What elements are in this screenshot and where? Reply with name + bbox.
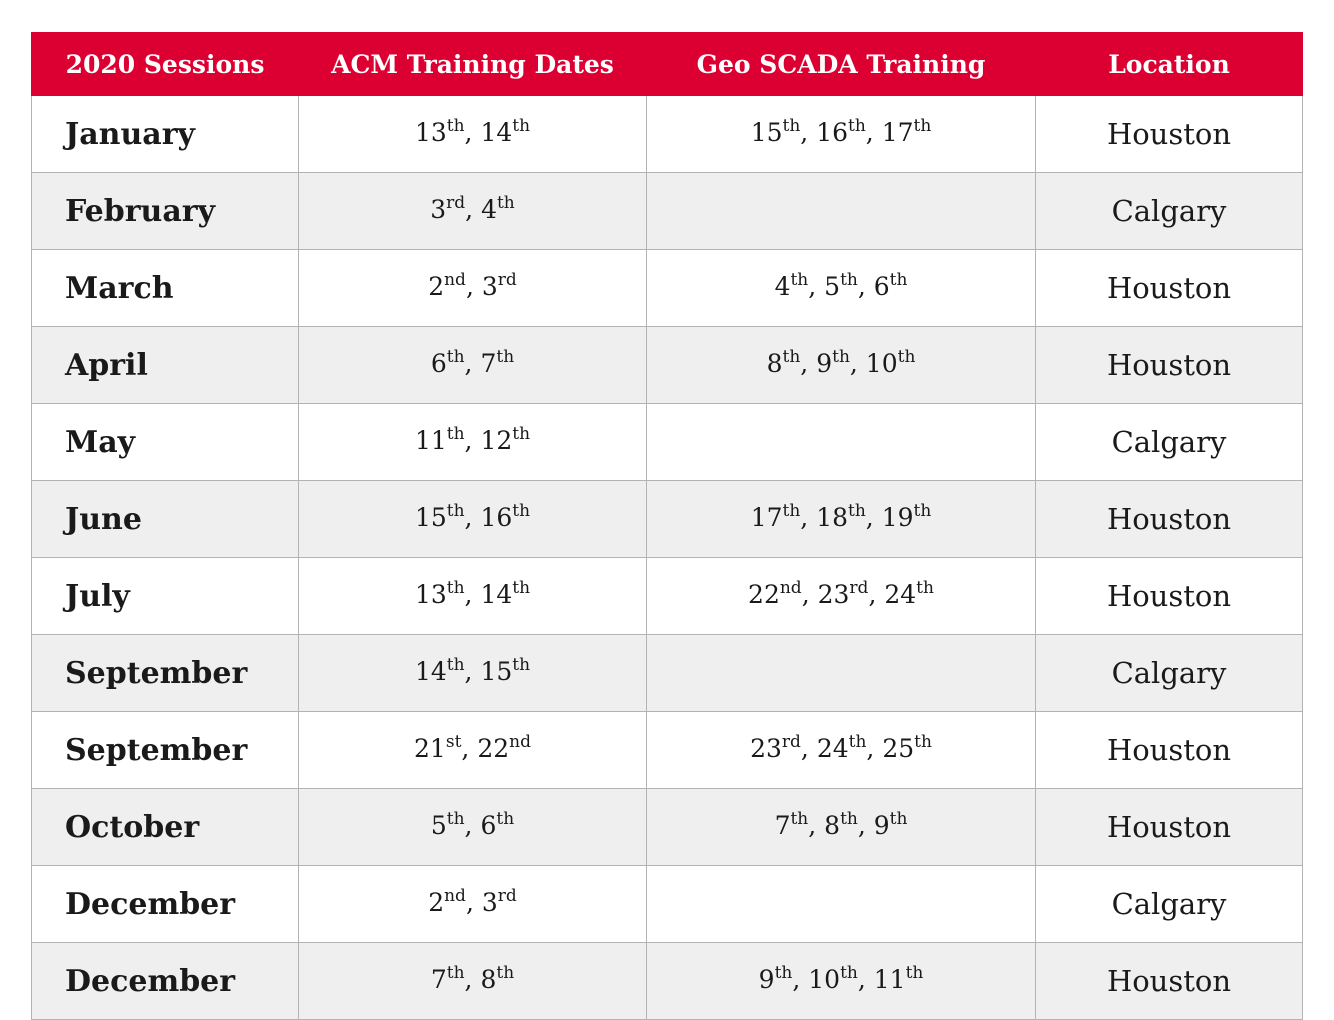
date-ordinal-suffix: th: [790, 269, 809, 290]
acm-training-dates: 2nd, 3rd: [299, 866, 647, 943]
geo-scada-training-dates: 22nd, 23rd, 24th: [647, 558, 1036, 635]
date-ordinal-suffix: nd: [444, 885, 466, 906]
table-row: [32, 943, 1303, 1020]
geo-scada-training-dates: [647, 173, 1036, 250]
sessions-table-container: [31, 32, 1302, 1020]
date-ordinal-suffix: th: [840, 808, 858, 829]
date-day: 15: [750, 117, 783, 147]
geo-scada-training-dates: 15th, 16th, 17th: [647, 96, 1036, 173]
session-month: October: [32, 789, 299, 866]
date-day: 24: [816, 733, 849, 763]
geo-scada-training-dates: [647, 404, 1036, 481]
session-location: Houston: [1036, 250, 1303, 327]
date-day: 8: [480, 964, 497, 994]
acm-training-dates: 11th, 12th: [299, 404, 647, 481]
table-row: [32, 250, 1303, 327]
date-ordinal-suffix: th: [782, 500, 801, 521]
table-row: [32, 558, 1303, 635]
session-month: December: [32, 943, 299, 1020]
geo-scada-training-dates: 17th, 18th, 19th: [647, 481, 1036, 558]
acm-training-dates: 6th, 7th: [299, 327, 647, 404]
date-ordinal-suffix: th: [897, 346, 916, 367]
header-acm-dates: ACM Training Dates: [299, 33, 647, 96]
date-day: 5: [824, 271, 841, 301]
date-ordinal-suffix: nd: [444, 269, 466, 290]
date-day: 5: [430, 810, 447, 840]
date-ordinal-suffix: th: [832, 346, 850, 367]
acm-training-dates: 3rd, 4th: [299, 173, 647, 250]
geo-scada-training-dates: 9th, 10th, 11th: [647, 943, 1036, 1020]
date-ordinal-suffix: th: [446, 808, 465, 829]
table-row: [32, 96, 1303, 173]
date-ordinal-suffix: th: [446, 500, 465, 521]
date-ordinal-suffix: th: [840, 269, 858, 290]
session-location: Calgary: [1036, 635, 1303, 712]
session-location: Houston: [1036, 789, 1303, 866]
acm-training-dates: 5th, 6th: [299, 789, 647, 866]
acm-training-dates: 13th, 14th: [299, 558, 647, 635]
date-ordinal-suffix: th: [446, 577, 465, 598]
date-day: 19: [881, 502, 914, 532]
date-day: 6: [480, 810, 497, 840]
date-day: 24: [884, 579, 917, 609]
date-ordinal-suffix: th: [840, 962, 858, 983]
date-ordinal-suffix: th: [512, 500, 531, 521]
date-ordinal-suffix: th: [848, 115, 866, 136]
date-ordinal-suffix: th: [446, 654, 465, 675]
date-ordinal-suffix: th: [913, 115, 932, 136]
session-month: September: [32, 635, 299, 712]
table-body: [32, 96, 1303, 1020]
session-location: Houston: [1036, 327, 1303, 404]
date-day: 6: [873, 271, 890, 301]
session-location: Houston: [1036, 481, 1303, 558]
date-day: 7: [480, 348, 497, 378]
header-location: Location: [1036, 33, 1303, 96]
date-day: 14: [414, 656, 447, 686]
date-day: 7: [774, 810, 791, 840]
table-row: [32, 866, 1303, 943]
date-day: 8: [824, 810, 841, 840]
date-ordinal-suffix: th: [905, 962, 924, 983]
session-location: Calgary: [1036, 173, 1303, 250]
session-location: Houston: [1036, 712, 1303, 789]
date-ordinal-suffix: th: [914, 731, 932, 752]
date-ordinal-suffix: rd: [446, 192, 466, 213]
table-row: [32, 173, 1303, 250]
date-day: 2: [428, 887, 445, 917]
session-month: April: [32, 327, 299, 404]
date-ordinal-suffix: th: [512, 423, 531, 444]
date-ordinal-suffix: th: [446, 423, 465, 444]
date-day: 23: [750, 733, 782, 763]
date-day: 9: [873, 810, 890, 840]
table-row: [32, 789, 1303, 866]
date-day: 13: [414, 579, 447, 609]
geo-scada-training-dates: 4th, 5th, 6th: [647, 250, 1036, 327]
date-day: 15: [480, 656, 513, 686]
session-month: March: [32, 250, 299, 327]
date-day: 14: [480, 579, 513, 609]
acm-training-dates: 13th, 14th: [299, 96, 647, 173]
date-ordinal-suffix: th: [848, 731, 867, 752]
date-day: 4: [481, 194, 497, 224]
date-day: 17: [750, 502, 783, 532]
date-day: 12: [480, 425, 513, 455]
date-day: 16: [816, 117, 849, 147]
session-location: Houston: [1036, 558, 1303, 635]
session-month: June: [32, 481, 299, 558]
date-day: 4: [774, 271, 791, 301]
date-day: 15: [414, 502, 447, 532]
date-day: 9: [758, 964, 775, 994]
date-ordinal-suffix: rd: [849, 577, 869, 598]
date-ordinal-suffix: th: [446, 115, 465, 136]
geo-scada-training-dates: [647, 635, 1036, 712]
date-ordinal-suffix: th: [889, 808, 908, 829]
date-ordinal-suffix: th: [782, 115, 801, 136]
acm-training-dates: 2nd, 3rd: [299, 250, 647, 327]
table-row: [32, 481, 1303, 558]
session-location: Calgary: [1036, 866, 1303, 943]
training-sessions-table: [31, 32, 1303, 1020]
date-ordinal-suffix: nd: [779, 577, 802, 598]
date-ordinal-suffix: th: [889, 269, 908, 290]
date-ordinal-suffix: th: [848, 500, 866, 521]
date-day: 7: [430, 964, 447, 994]
header-sessions: 2020 Sessions: [32, 33, 299, 96]
geo-scada-training-dates: 8th, 9th, 10th: [647, 327, 1036, 404]
acm-training-dates: 15th, 16th: [299, 481, 647, 558]
date-ordinal-suffix: th: [913, 500, 932, 521]
date-day: 11: [414, 425, 447, 455]
date-day: 2: [428, 271, 445, 301]
date-ordinal-suffix: rd: [497, 885, 517, 906]
session-month: September: [32, 712, 299, 789]
date-ordinal-suffix: rd: [497, 269, 517, 290]
date-day: 13: [414, 117, 447, 147]
date-day: 18: [816, 502, 849, 532]
date-ordinal-suffix: th: [782, 346, 801, 367]
date-ordinal-suffix: th: [496, 808, 515, 829]
session-month: February: [32, 173, 299, 250]
table-header: [32, 33, 1303, 96]
session-month: January: [32, 96, 299, 173]
date-ordinal-suffix: th: [512, 115, 531, 136]
date-ordinal-suffix: th: [496, 962, 515, 983]
table-row: [32, 327, 1303, 404]
table-row: [32, 712, 1303, 789]
acm-training-dates: 7th, 8th: [299, 943, 647, 1020]
date-day: 10: [865, 348, 898, 378]
geo-scada-training-dates: 7th, 8th, 9th: [647, 789, 1036, 866]
date-day: 9: [816, 348, 833, 378]
date-day: 17: [881, 117, 914, 147]
date-ordinal-suffix: th: [446, 962, 465, 983]
session-location: Houston: [1036, 96, 1303, 173]
date-ordinal-suffix: th: [496, 346, 515, 367]
acm-training-dates: 21st, 22nd: [299, 712, 647, 789]
header-row: [32, 33, 1303, 96]
date-day: 14: [480, 117, 513, 147]
session-location: Houston: [1036, 943, 1303, 1020]
date-day: 22: [748, 579, 780, 609]
date-ordinal-suffix: rd: [781, 731, 801, 752]
date-ordinal-suffix: th: [512, 577, 531, 598]
acm-training-dates: 14th, 15th: [299, 635, 647, 712]
date-ordinal-suffix: th: [916, 577, 934, 598]
session-month: May: [32, 404, 299, 481]
header-geo-scada: Geo SCADA Training: [647, 33, 1036, 96]
geo-scada-training-dates: 23rd, 24th, 25th: [647, 712, 1036, 789]
date-ordinal-suffix: th: [446, 346, 465, 367]
date-day: 10: [808, 964, 841, 994]
table-row: [32, 635, 1303, 712]
date-day: 16: [480, 502, 513, 532]
session-month: December: [32, 866, 299, 943]
date-day: 8: [766, 348, 783, 378]
date-day: 6: [430, 348, 447, 378]
date-ordinal-suffix: th: [790, 808, 809, 829]
date-day: 23: [817, 579, 850, 609]
date-day: 3: [430, 194, 447, 224]
date-day: 3: [481, 887, 498, 917]
date-ordinal-suffix: nd: [509, 731, 531, 752]
date-ordinal-suffix: th: [512, 654, 531, 675]
table-row: [32, 404, 1303, 481]
date-ordinal-suffix: th: [774, 962, 793, 983]
session-month: July: [32, 558, 299, 635]
date-day: 3: [481, 271, 498, 301]
date-ordinal-suffix: st: [445, 731, 462, 752]
geo-scada-training-dates: [647, 866, 1036, 943]
date-day: 25: [882, 733, 915, 763]
session-location: Calgary: [1036, 404, 1303, 481]
date-ordinal-suffix: th: [496, 192, 515, 213]
date-day: 11: [873, 964, 906, 994]
date-day: 22: [477, 733, 510, 763]
date-day: 21: [414, 733, 446, 763]
